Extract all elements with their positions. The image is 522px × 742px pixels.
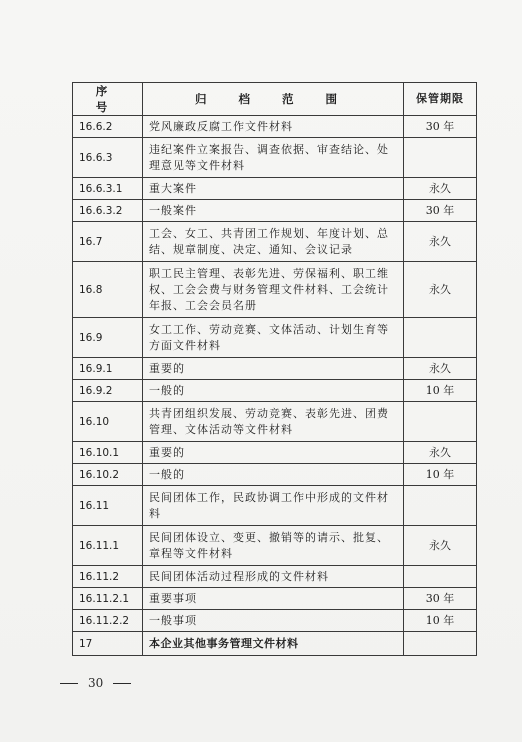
row-serial-number: 16.11.1 [73,526,143,566]
row-serial-number: 16.11.2.1 [73,588,143,610]
row-retention-period: 30 年 [404,200,477,222]
row-retention-period [404,402,477,442]
row-archive-scope: 重要事项 [143,588,404,610]
row-serial-number: 16.10.2 [73,464,143,486]
table-row [73,610,477,632]
row-archive-scope: 工会、女工、共青团工作规划、年度计划、总结、规章制度、决定、通知、会议记录 [143,222,404,262]
row-retention-period: 永久 [404,178,477,200]
row-serial-number: 16.9.1 [73,358,143,380]
row-retention-period: 永久 [404,526,477,566]
row-archive-scope: 重大案件 [143,178,404,200]
table-row [73,402,477,442]
header-serial-number: 序 号 [73,83,143,116]
table-row [73,464,477,486]
header-retention-period: 保管期限 [404,83,477,116]
table-row [73,442,477,464]
row-retention-period [404,138,477,178]
row-archive-scope: 违纪案件立案报告、调查依据、审查结论、处理意见等文件材料 [143,138,404,178]
row-serial-number: 16.10 [73,402,143,442]
row-retention-period [404,318,477,358]
table-row [73,222,477,262]
row-archive-scope: 一般事项 [143,610,404,632]
row-retention-period: 永久 [404,358,477,380]
row-archive-scope: 民间团体工作，民政协调工作中形成的文件材料 [143,486,404,526]
row-serial-number: 16.10.1 [73,442,143,464]
table-row [73,178,477,200]
row-serial-number: 16.7 [73,222,143,262]
row-archive-scope: 一般的 [143,464,404,486]
header-archive-scope: 归 档 范 围 [143,83,404,116]
row-serial-number: 16.9 [73,318,143,358]
table-row [73,116,477,138]
row-serial-number: 16.11.2 [73,566,143,588]
row-serial-number: 16.6.3.1 [73,178,143,200]
row-archive-scope: 重要的 [143,358,404,380]
row-archive-scope: 女工工作、劳动竞赛、文体活动、计划生育等方面文件材料 [143,318,404,358]
row-serial-number: 16.6.3 [73,138,143,178]
footer-dash-left [60,683,78,684]
table-row [73,318,477,358]
row-serial-number: 16.6.2 [73,116,143,138]
table-row [73,138,477,178]
row-serial-number: 17 [73,632,143,656]
row-retention-period [404,566,477,588]
row-retention-period: 10 年 [404,610,477,632]
row-archive-scope: 党风廉政反腐工作文件材料 [143,116,404,138]
row-serial-number: 16.11.2.2 [73,610,143,632]
row-archive-scope: 一般的 [143,380,404,402]
table-row [73,588,477,610]
page-footer [60,676,131,690]
table-row [73,566,477,588]
row-archive-scope: 一般案件 [143,200,404,222]
row-serial-number: 16.8 [73,262,143,318]
row-archive-scope: 重要的 [143,442,404,464]
table-body [73,116,477,656]
table-row [73,358,477,380]
row-retention-period: 永久 [404,442,477,464]
row-serial-number: 16.6.3.2 [73,200,143,222]
row-retention-period: 10 年 [404,464,477,486]
table-row [73,262,477,318]
table-row [73,200,477,222]
row-retention-period [404,486,477,526]
row-retention-period: 30 年 [404,588,477,610]
table-row [73,632,477,656]
table-header-row [73,83,477,116]
row-retention-period: 10 年 [404,380,477,402]
row-retention-period: 永久 [404,222,477,262]
row-retention-period [404,632,477,656]
row-serial-number: 16.9.2 [73,380,143,402]
row-archive-scope: 本企业其他事务管理文件材料 [143,632,404,656]
table-row [73,526,477,566]
row-retention-period: 永久 [404,262,477,318]
table-row [73,486,477,526]
row-archive-scope: 职工民主管理、表彰先进、劳保福利、职工维权、工会会费与财务管理文件材料、工会统计年报、工会会员名册 [143,262,404,318]
row-archive-scope: 共青团组织发展、劳动竞赛、表彰先进、团费管理、文体活动等文件材料 [143,402,404,442]
row-archive-scope: 民间团体设立、变更、撤销等的请示、批复、章程等文件材料 [143,526,404,566]
footer-dash-right [113,683,131,684]
row-serial-number: 16.11 [73,486,143,526]
table-row [73,380,477,402]
row-retention-period: 30 年 [404,116,477,138]
page-number: 30 [88,676,104,690]
row-archive-scope: 民间团体活动过程形成的文件材料 [143,566,404,588]
archive-scope-table [72,82,477,656]
